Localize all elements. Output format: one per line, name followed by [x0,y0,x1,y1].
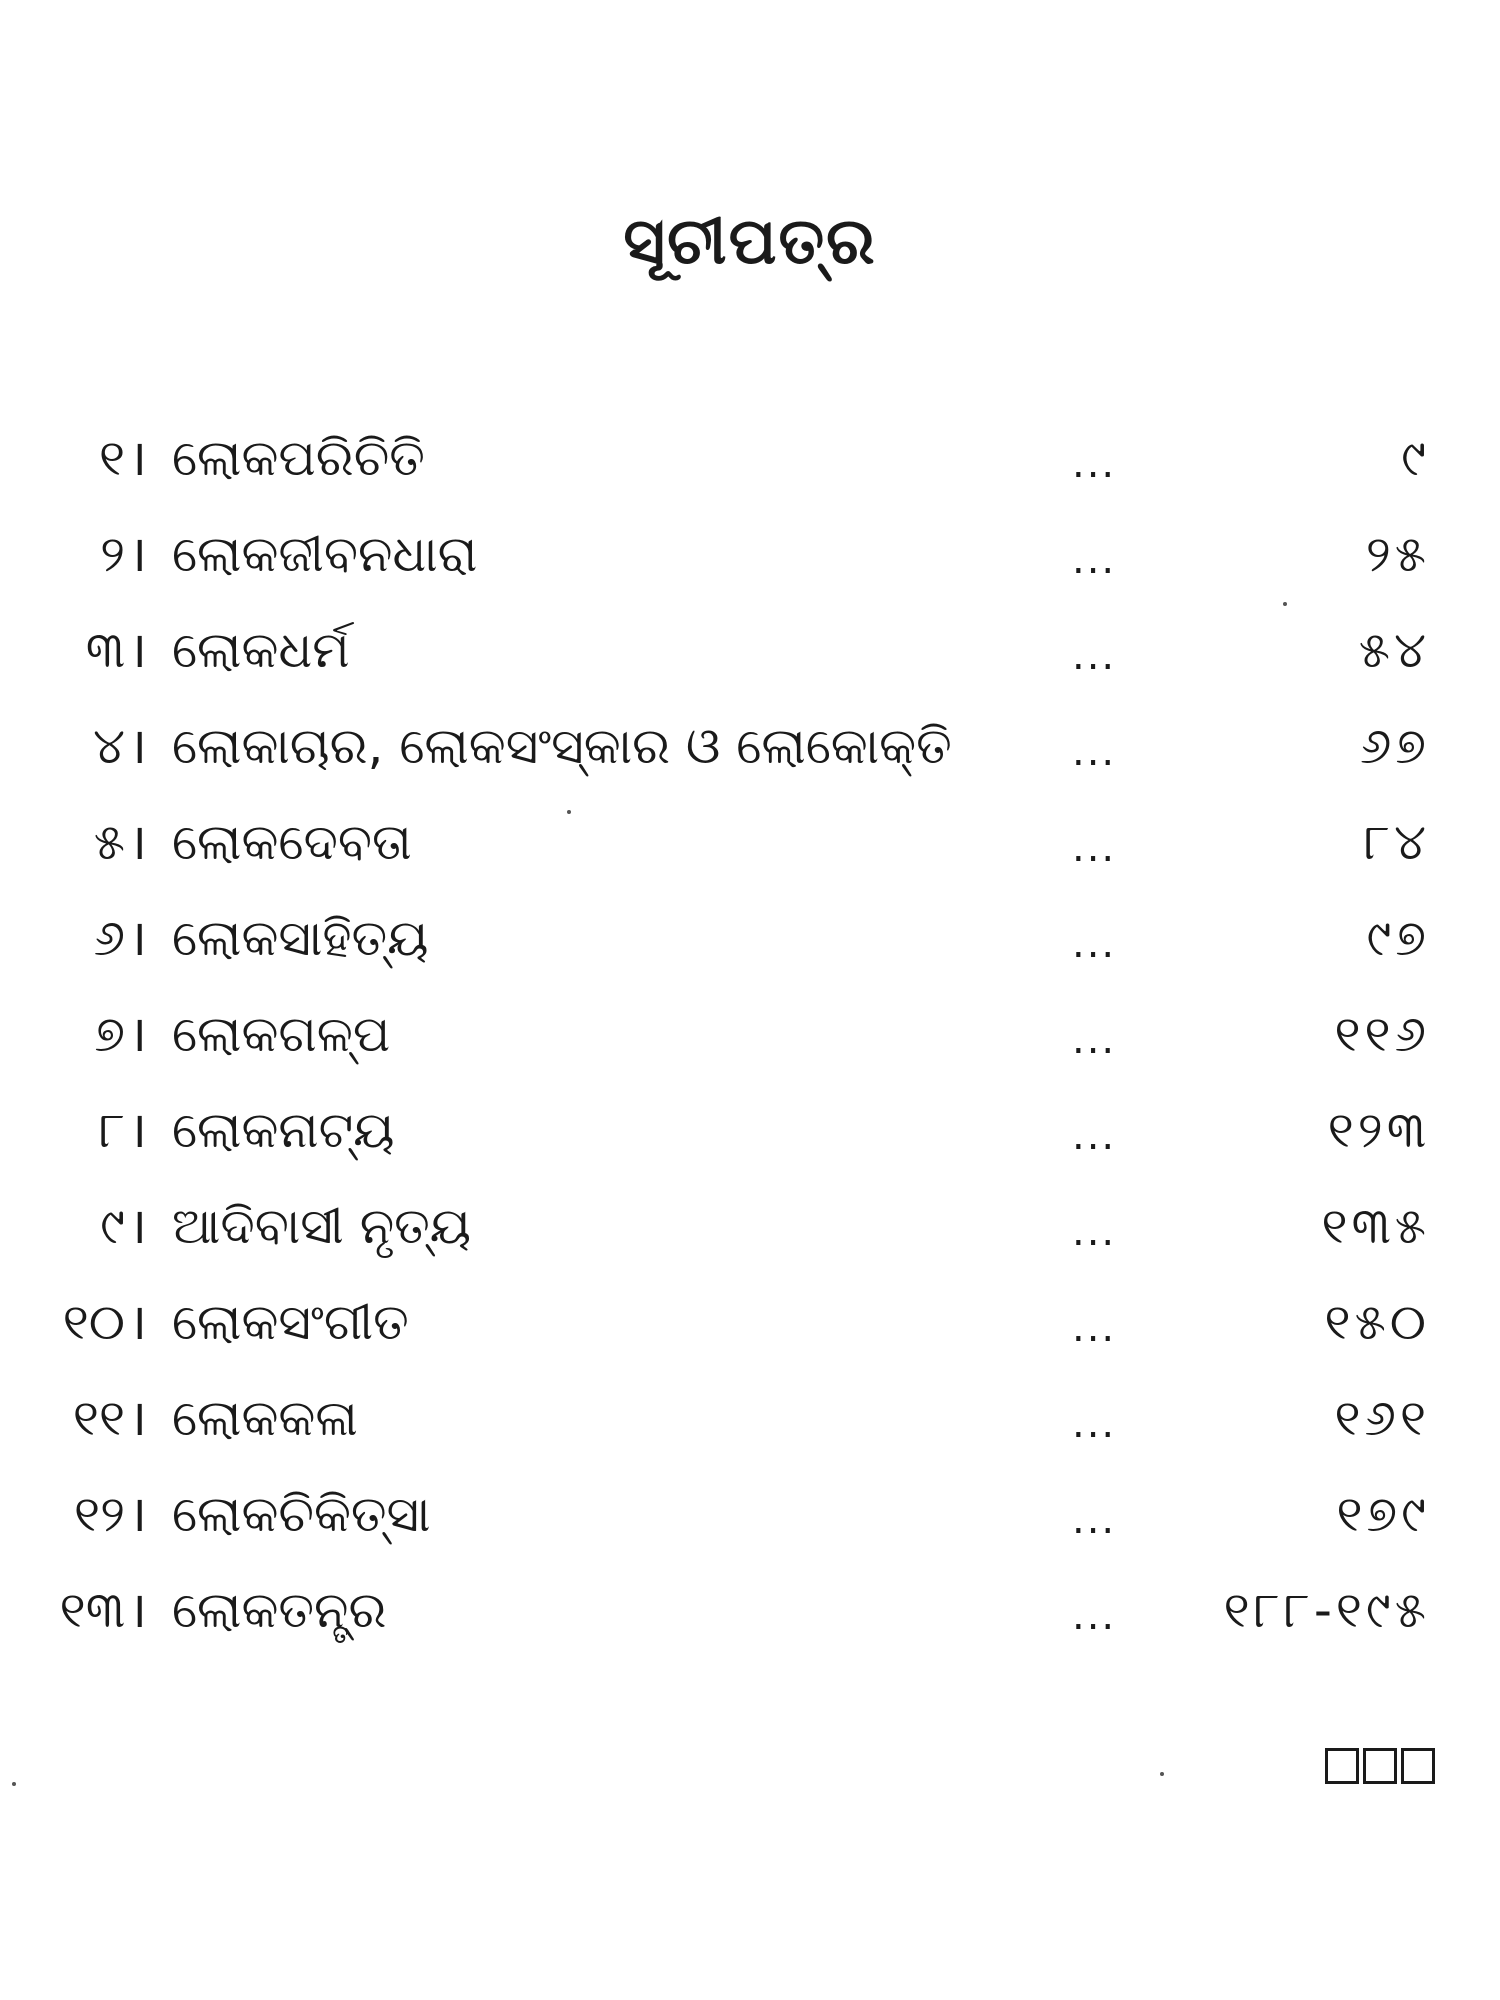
toc-entry-leader: ... [1072,1593,1117,1639]
toc-entry-separator: । [128,1197,147,1255]
toc-entry-separator: । [128,1101,147,1159]
toc-entry-page: ୧୬୧ [1334,1389,1430,1447]
toc-entry-separator: । [128,813,147,871]
toc-entry-title: ଲୋକଜୀବନଧାରା [172,525,478,583]
square-icon [1401,1748,1435,1784]
toc-entry-number: ୧୩ [59,1581,125,1639]
toc-entry-separator: । [128,429,147,487]
page-title: ସୂଚୀପତ୍ର [623,205,877,279]
toc-entry [0,506,1500,602]
toc-entry-leader: ... [1072,633,1117,679]
toc-entry-page: ୨୫ [1365,525,1430,583]
toc-entry-leader: ... [1072,1305,1117,1351]
toc-entry-page: ୧୫୦ [1324,1293,1430,1351]
toc-entry-leader: ... [1072,825,1117,871]
toc-entry [0,698,1500,794]
toc-entry [0,1274,1500,1370]
toc-entry [0,1178,1500,1274]
toc-entry-title: ଲୋକଚିକିତ୍ସା [172,1485,431,1543]
end-ornament [1325,1748,1435,1784]
toc-entry-number: ୯ [100,1197,125,1255]
square-icon [1363,1748,1397,1784]
toc-entry-page: ୯୭ [1366,909,1430,967]
print-speck [1160,1772,1164,1776]
toc-entry-title: ଲୋକଦେବତା [172,813,412,871]
toc-entry-title: ଲୋକଗଳ୍ପ [172,1005,391,1063]
toc-entry-separator: । [128,717,147,775]
toc-entry-title: ଲୋକସଂଗୀତ [172,1293,409,1351]
table-of-contents [0,410,1500,1658]
print-speck [567,810,571,814]
toc-entry-number: ୪ [92,717,125,775]
toc-entry-number: ୩ [85,621,125,679]
toc-entry [0,1082,1500,1178]
toc-entry-number: ୧୨ [74,1485,125,1543]
toc-entry-page: ୬୭ [1360,717,1430,775]
toc-entry-number: ୬ [93,909,125,967]
toc-entry [0,410,1500,506]
toc-entry-separator: । [128,621,147,679]
toc-entry-leader: ... [1072,1401,1117,1447]
toc-entry-page: ୯ [1401,429,1430,487]
toc-entry-page: ୧୩୫ [1321,1197,1430,1255]
toc-entry [0,986,1500,1082]
toc-entry-leader: ... [1072,1017,1117,1063]
toc-entry-separator: । [128,909,147,967]
toc-entry [0,890,1500,986]
toc-entry [0,1370,1500,1466]
toc-entry-separator: । [128,1005,147,1063]
toc-entry-number: ୧ [98,429,125,487]
print-speck [1283,602,1287,606]
print-speck [12,1782,16,1786]
toc-entry-leader: ... [1072,1497,1117,1543]
toc-entry-leader: ... [1072,1113,1117,1159]
toc-entry-title: ଲୋକନାଟ୍ୟ [172,1101,395,1159]
toc-entry [0,1562,1500,1658]
toc-entry-title: ଲୋକସାହିତ୍ୟ [172,909,429,967]
toc-entry-title: ଲୋକତନ୍ତ୍ର [172,1581,387,1639]
toc-entry-title: ଲୋକପରିଚିତି [172,429,425,487]
toc-entry-page: ୧୮୮-୧୯୫ [1223,1581,1430,1639]
toc-entry-leader: ... [1072,921,1117,967]
toc-entry-number: ୧୦ [62,1293,125,1351]
toc-entry-separator: । [128,1581,147,1639]
toc-entry-leader: ... [1072,537,1117,583]
toc-entry-leader: ... [1072,1209,1117,1255]
square-icon [1325,1748,1359,1784]
toc-entry-page: ୫୪ [1358,621,1430,679]
toc-entry-leader: ... [1072,729,1117,775]
toc-entry-title: ଲୋକକଳା [172,1389,358,1447]
toc-entry [0,602,1500,698]
toc-entry-page: ୧୧୬ [1334,1005,1430,1063]
toc-entry [0,1466,1500,1562]
toc-entry-page: ୮୪ [1363,813,1430,871]
toc-entry-number: ୭ [94,1005,125,1063]
toc-entry-number: ୧୧ [72,1389,125,1447]
toc-entry-leader: ... [1072,441,1117,487]
toc-entry-number: ୨ [100,525,125,583]
toc-entry-number: ୫ [93,813,125,871]
toc-entry-title: ଲୋକଧର୍ମ [172,621,350,679]
toc-entry-separator: । [128,1485,147,1543]
toc-entry-separator: । [128,1389,147,1447]
toc-entry-title: ଲୋକାଚାର, ଲୋକସଂସ୍କାର ଓ ଲୋକୋକ୍ତି [172,717,952,775]
toc-entry-separator: । [128,1293,147,1351]
toc-entry-title: ଆଦିବାସୀ ନୃତ୍ୟ [172,1197,472,1255]
toc-entry-page: ୧୭୯ [1336,1485,1430,1543]
toc-entry-separator: । [128,525,147,583]
toc-entry-number: ୮ [98,1101,125,1159]
toc-entry [0,794,1500,890]
toc-entry-page: ୧୨୩ [1327,1101,1430,1159]
